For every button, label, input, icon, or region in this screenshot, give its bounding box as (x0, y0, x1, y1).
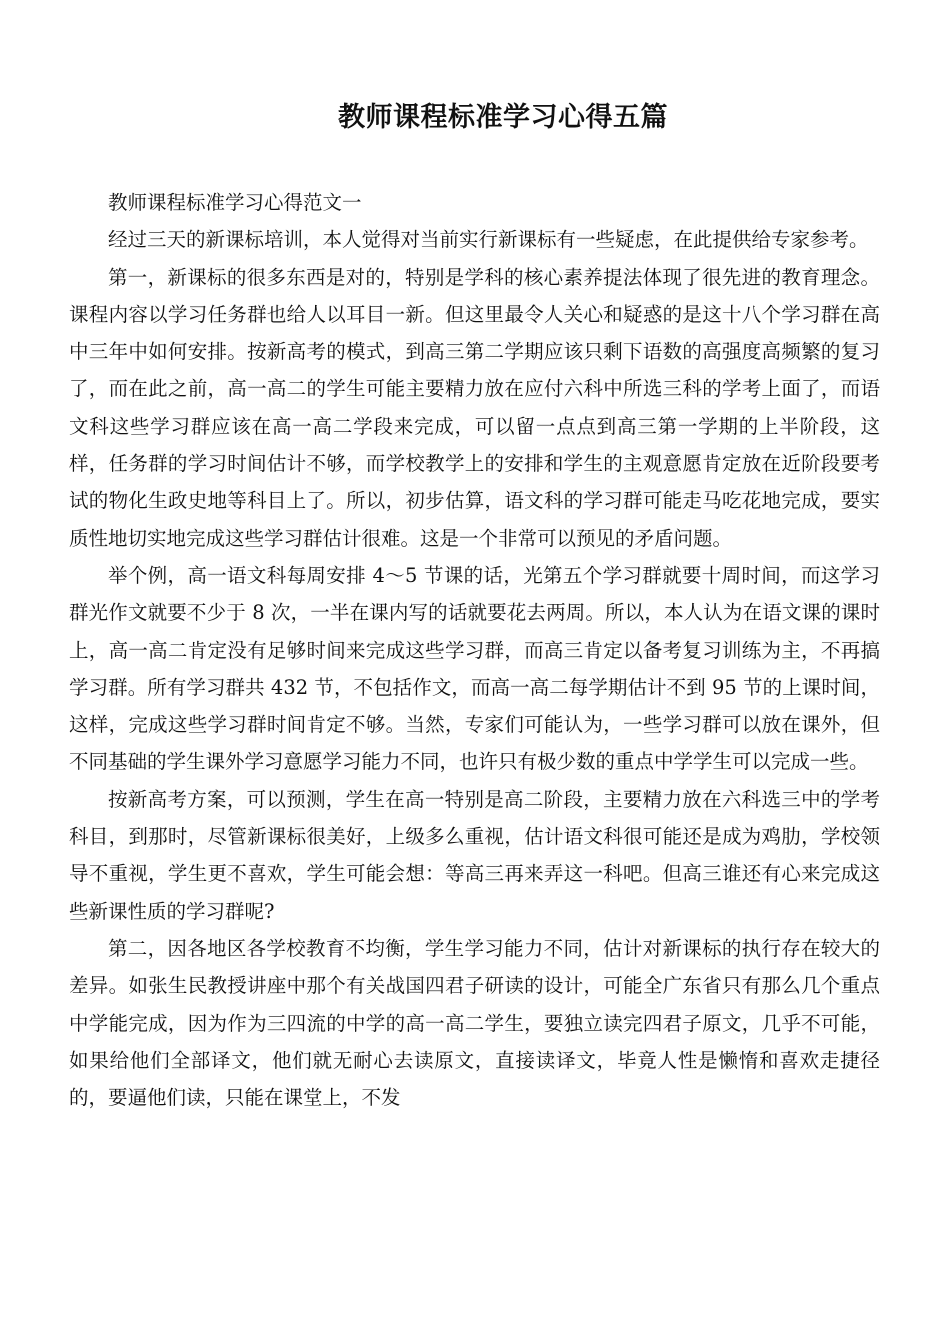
document-body (69, 184, 880, 1116)
paragraph: 经过三天的新课标培训，本人觉得对当前实行新课标有一些疑虑，在此提供给专家参考。 (108, 228, 869, 252)
paragraph-subtitle: 教师课程标准学习心得范文一 (108, 191, 362, 214)
paragraph: 第二，因各地区各学校教育不均衡，学生学习能力不同，估计对新课标的执行存在较大的差异。如张生民教授讲座中那个有关战国四君子研读的设计，可能全广东省只有那么几个重点中学能完成，因为作为三四流的中学的高一高二学生，要独立读完四君子原文，几乎不可能，如果给他们全部译文，他们就无耐心去读原文，直接读译文，毕竟人性是懒惰和喜欢走捷径的，要逼他们读，只能在课堂上，不发 (69, 936, 880, 1110)
paragraph: 第一，新课标的很多东西是对的，特别是学科的核心素养提法体现了很先进的教育理念。课程内容以学习任务群也给人以耳目一新。但这里最令人关心和疑惑的是这十八个学习群在高中三年中如何安排。按新高考的模式，到高三第二学期应该只剩下语数的高强度高频繁的复习了，而在此之前，高一高二的学生可能主要精力放在应付六科中所选三科的学考上面了，而语文科这些学习群应该在高一高二学段来完成，可以留一点点到高三第一学期的上半阶段，这样，任务群的学习时间估计不够，而学校教学上的安排和学生的主观意愿肯定放在近阶段要考试的物化生政史地等科目上了。所以，初步估算，语文科的学习群可能走马吃花地完成，要实质性地切实地完成这些学习群估计很难。这是一个非常可以预见的矛盾问题。 (69, 265, 880, 550)
document-title: 教师课程标准学习心得五篇 (338, 102, 668, 133)
paragraph: 按新高考方案，可以预测，学生在高一特别是高二阶段，主要精力放在六科选三中的学考科目，到那时，尽管新课标很美好，上级多么重视，估计语文科很可能还是成为鸡肋，学校领导不重视，学生更不喜欢，学生可能会想：等高三再来弄这一科吧。但高三谁还有心来完成这些新课性质的学习群呢? (69, 787, 880, 923)
paragraph: 举个例，高一语文科每周安排 4～5 节课的话，光第五个学习群就要十周时间，而这学习群光作文就要不少于 8 次，一半在课内写的话就要花去两周。所以，本人认为在语文课的课时上，高一高二肯定没有足够时间来完成这些学习群，而高三肯定以备考复习训练为主，不再搞学习群。所有学习群共 432 节，不包括作文，而高一高二每学期估计不到 95 节的上课时间，这样，完成这些学习群时间肯定不够。当然，专家们可能认为，一些学习群可以放在课外，但不同基础的学生课外学习意愿学习能力不同，也许只有极少数的重点中学学生可以完成一些。 (69, 563, 880, 774)
